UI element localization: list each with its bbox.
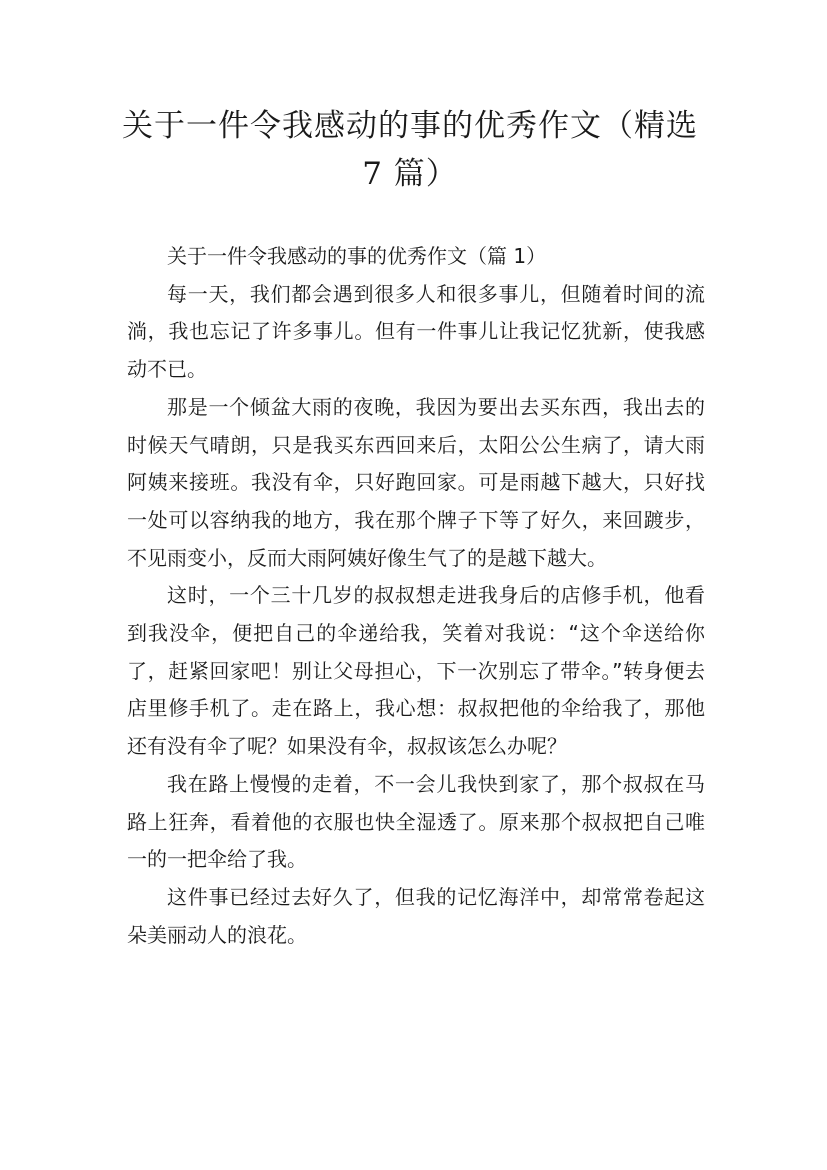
document-title: 关于一件令我感动的事的优秀作文（精选 7 篇） (122, 108, 698, 192)
paragraph-2: 那是一个倾盆大雨的夜晚，我因为要出去买东西，我出去的时候天气晴朗，只是我买东西回来后，太阳公公生病了，请大雨阿姨来接班。我没有伞，只好跑回家。可是雨越下越大，只好找一处可以容纳我的地方，我在那个牌子下等了好久，来回踱步，不见雨变小，反而大雨阿姨好像生气了的是越下越大。 (127, 394, 705, 570)
paragraph-3: 这时，一个三十几岁的叔叔想走进我身后的店修手机，他看到我没伞，便把自己的伞递给我，笑着对我说：“这个伞送给你了，赶紧回家吧！别让父母担心，下一次别忘了带伞。”转身便去店里修手机了。走在路上，我心想：叔叔把他的伞给我了，那他还有没有伞了呢？如果没有伞，叔叔该怎么办呢？ (127, 583, 705, 759)
paragraph-1: 每一天，我们都会遇到很多人和很多事儿，但随着时间的流淌，我也忘记了许多事儿。但有一件事儿让我记忆犹新，使我感动不已。 (127, 281, 705, 382)
document-body (127, 238, 705, 954)
paragraph-5: 这件事已经过去好久了，但我的记忆海洋中，却常常卷起这朵美丽动人的浪花。 (127, 884, 705, 947)
section-heading: 关于一件令我感动的事的优秀作文（篇 1） (167, 244, 547, 268)
paragraph-4: 我在路上慢慢的走着，不一会儿我快到家了，那个叔叔在马路上狂奔，看着他的衣服也快全湿透了。原来那个叔叔把自己唯一的一把伞给了我。 (127, 771, 705, 872)
